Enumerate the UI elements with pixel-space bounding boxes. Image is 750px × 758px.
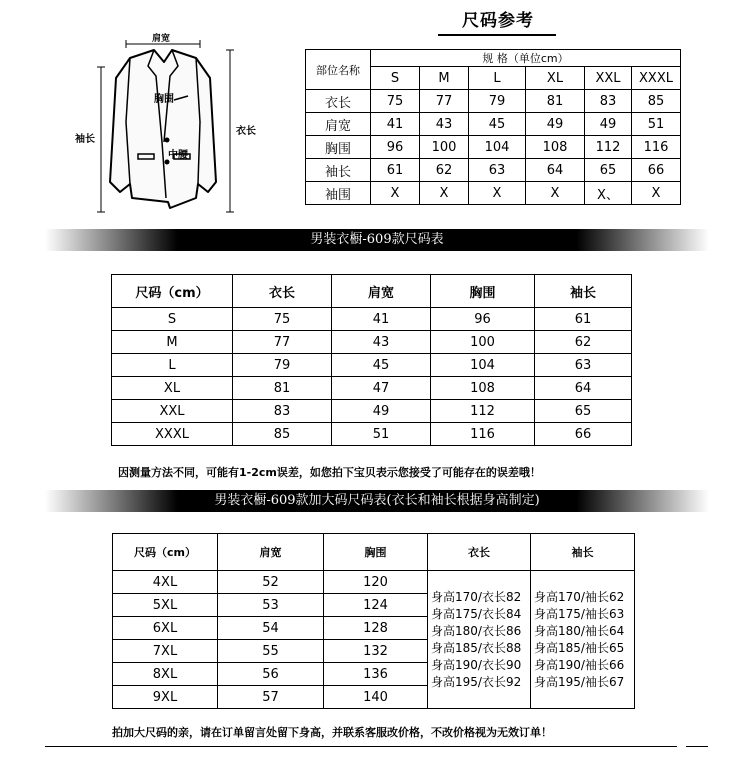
cell: 65 xyxy=(585,159,632,182)
column-header: 尺码（cm） xyxy=(113,534,218,571)
row-label: 袖围 xyxy=(306,182,371,205)
size-header: XXL xyxy=(585,67,632,90)
cell: 112 xyxy=(585,136,632,159)
plus-size-chart-table xyxy=(112,533,635,709)
diagram-label-length: 衣长 xyxy=(236,126,256,137)
column-header: 肩宽 xyxy=(332,275,431,308)
cell: 64 xyxy=(535,377,632,400)
cell: X xyxy=(632,182,681,205)
column-header: 袖长 xyxy=(531,534,635,571)
cell: XXXL xyxy=(112,423,233,446)
cell: 51 xyxy=(632,113,681,136)
header-spec: 规 格（单位cm） xyxy=(371,50,681,67)
column-header: 肩宽 xyxy=(218,534,324,571)
cell: 41 xyxy=(332,308,431,331)
cell: 104 xyxy=(469,136,526,159)
sleeve-by-height: 身高195/袖长67 xyxy=(534,674,625,689)
bottom-divider xyxy=(45,746,677,747)
cell: 9XL xyxy=(113,686,218,709)
cell: 104 xyxy=(431,354,535,377)
cell: 81 xyxy=(233,377,332,400)
size-header: M xyxy=(420,67,469,90)
length-by-height: 身高170/衣长82 xyxy=(431,589,522,604)
bottom-divider-end xyxy=(686,746,708,747)
cell: 5XL xyxy=(113,594,218,617)
cell: X xyxy=(371,182,420,205)
cell: X xyxy=(420,182,469,205)
cell: 63 xyxy=(469,159,526,182)
cell: M xyxy=(112,331,233,354)
cell: 6XL xyxy=(113,617,218,640)
table-row xyxy=(113,571,635,594)
cell: 53 xyxy=(218,594,324,617)
table-row xyxy=(306,90,681,113)
length-by-height: 身高175/衣长84 xyxy=(431,606,522,621)
title-underline xyxy=(438,34,556,36)
cell: 66 xyxy=(535,423,632,446)
sleeve-by-height-cell xyxy=(531,571,635,709)
row-label: 胸围 xyxy=(306,136,371,159)
column-header: 胸围 xyxy=(324,534,428,571)
cell: 120 xyxy=(324,571,428,594)
cell: 7XL xyxy=(113,640,218,663)
cell: 77 xyxy=(233,331,332,354)
table-row xyxy=(112,377,632,400)
cell: 51 xyxy=(332,423,431,446)
size-header: S xyxy=(371,67,420,90)
table-row xyxy=(306,113,681,136)
cell: 61 xyxy=(535,308,632,331)
cell: 43 xyxy=(332,331,431,354)
table-row xyxy=(112,400,632,423)
cell: 45 xyxy=(332,354,431,377)
diagram-label-chest: 胸围 xyxy=(154,94,174,105)
cell: 55 xyxy=(218,640,324,663)
cell: 62 xyxy=(420,159,469,182)
sleeve-by-height: 身高175/袖长63 xyxy=(534,606,625,621)
size-header: XL xyxy=(526,67,585,90)
cell: 132 xyxy=(324,640,428,663)
cell: 4XL xyxy=(113,571,218,594)
cell: 85 xyxy=(632,90,681,113)
table-row xyxy=(112,354,632,377)
cell: 116 xyxy=(632,136,681,159)
cell: 108 xyxy=(526,136,585,159)
cell: 79 xyxy=(469,90,526,113)
measurement-error-note: 因测量方法不同，可能有1-2cm误差，如您拍下宝贝表示您接受了可能存在的误差哦！ xyxy=(118,466,541,479)
length-by-height: 身高195/衣长92 xyxy=(431,674,522,689)
cell: 128 xyxy=(324,617,428,640)
cell: 65 xyxy=(535,400,632,423)
cell: S xyxy=(112,308,233,331)
cell: 116 xyxy=(431,423,535,446)
cell: 136 xyxy=(324,663,428,686)
column-header: 衣长 xyxy=(428,534,531,571)
sleeve-by-height: 身高180/袖长64 xyxy=(534,623,625,638)
diagram-label-waist: 中腰 xyxy=(168,150,188,161)
cell: 83 xyxy=(585,90,632,113)
length-by-height: 身高180/衣长86 xyxy=(431,623,522,638)
cell: 49 xyxy=(585,113,632,136)
plus-size-chart-banner: 男装衣橱-609款加大码尺码表(衣长和袖长根据身高制定) xyxy=(45,490,709,512)
cell: 54 xyxy=(218,617,324,640)
cell: 100 xyxy=(431,331,535,354)
cell: 8XL xyxy=(113,663,218,686)
sleeve-by-height: 身高170/袖长62 xyxy=(534,589,625,604)
table-row xyxy=(306,159,681,182)
table-row xyxy=(112,308,632,331)
cell: 112 xyxy=(431,400,535,423)
cell: 79 xyxy=(233,354,332,377)
cell: XXL xyxy=(112,400,233,423)
cell: 100 xyxy=(420,136,469,159)
cell: 96 xyxy=(431,308,535,331)
cell: 63 xyxy=(535,354,632,377)
cell: 83 xyxy=(233,400,332,423)
size-chart-banner: 男装衣橱-609款尺码表 xyxy=(45,229,709,251)
length-by-height-cell xyxy=(428,571,531,709)
plus-size-order-note: 拍加大尺码的亲，请在订单留言处留下身高，并联系客服改价格，不改价格视为无效订单！ xyxy=(112,726,552,739)
cell: 96 xyxy=(371,136,420,159)
column-header: 衣长 xyxy=(233,275,332,308)
cell: 66 xyxy=(632,159,681,182)
size-chart-table xyxy=(111,274,632,446)
cell: XL xyxy=(112,377,233,400)
cell: X xyxy=(526,182,585,205)
cell: 45 xyxy=(469,113,526,136)
cell: 49 xyxy=(332,400,431,423)
cell: 49 xyxy=(526,113,585,136)
cell: 52 xyxy=(218,571,324,594)
table-row xyxy=(112,331,632,354)
sleeve-by-height: 身高190/袖长66 xyxy=(534,657,625,672)
cell: 64 xyxy=(526,159,585,182)
table-row xyxy=(306,136,681,159)
cell: L xyxy=(112,354,233,377)
sleeve-by-height: 身高185/袖长65 xyxy=(534,640,625,655)
table-row xyxy=(112,423,632,446)
header-part-name: 部位名称 xyxy=(306,50,371,90)
cell: 62 xyxy=(535,331,632,354)
cell: 108 xyxy=(431,377,535,400)
cell: 47 xyxy=(332,377,431,400)
row-label: 袖长 xyxy=(306,159,371,182)
cell: 77 xyxy=(420,90,469,113)
size-reference-table xyxy=(305,49,681,205)
size-header: L xyxy=(469,67,526,90)
cell: 43 xyxy=(420,113,469,136)
cell: 75 xyxy=(371,90,420,113)
length-by-height: 身高185/衣长88 xyxy=(431,640,522,655)
length-by-height: 身高190/衣长90 xyxy=(431,657,522,672)
row-label: 肩宽 xyxy=(306,113,371,136)
cell: 61 xyxy=(371,159,420,182)
column-header: 袖长 xyxy=(535,275,632,308)
diagram-label-sleeve: 袖长 xyxy=(75,134,95,145)
size-reference-title: 尺码参考 xyxy=(462,11,534,31)
size-header: XXXL xyxy=(632,67,681,90)
diagram-label-shoulder: 肩宽 xyxy=(152,34,171,44)
column-header: 胸围 xyxy=(431,275,535,308)
cell: X、 xyxy=(585,182,632,205)
cell: 140 xyxy=(324,686,428,709)
row-label: 衣长 xyxy=(306,90,371,113)
cell: 75 xyxy=(233,308,332,331)
column-header: 尺码（cm） xyxy=(112,275,233,308)
cell: 56 xyxy=(218,663,324,686)
cell: 41 xyxy=(371,113,420,136)
cell: 81 xyxy=(526,90,585,113)
cell: X xyxy=(469,182,526,205)
cell: 124 xyxy=(324,594,428,617)
table-row xyxy=(306,182,681,205)
cell: 57 xyxy=(218,686,324,709)
cell: 85 xyxy=(233,423,332,446)
